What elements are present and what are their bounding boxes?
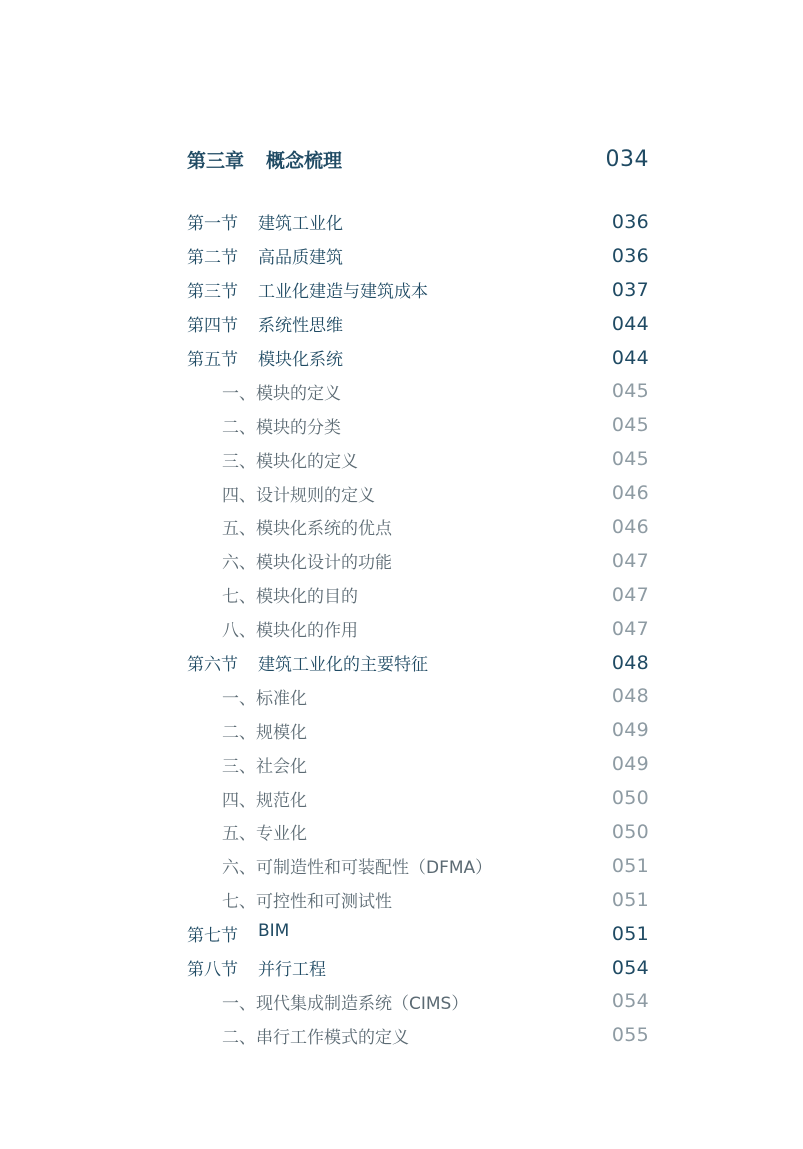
item-title: 七、模块化的目的 xyxy=(222,587,358,608)
toc-item-row[interactable] xyxy=(187,849,649,883)
toc-item-row[interactable] xyxy=(187,578,649,612)
item-title: 六、模块化设计的功能 xyxy=(222,553,392,574)
toc-entry-label xyxy=(187,548,392,573)
toc-entry-label xyxy=(187,311,343,336)
toc-item-row[interactable] xyxy=(187,815,649,849)
section-title: BIM xyxy=(258,921,290,942)
chapter-label xyxy=(187,146,342,173)
item-title: 二、串行工作模式的定义 xyxy=(222,1027,409,1048)
page-number: 045 xyxy=(611,380,649,403)
item-title: 五、模块化系统的优点 xyxy=(222,519,392,540)
toc-item-row[interactable] xyxy=(187,781,649,815)
item-title: 三、社会化 xyxy=(222,756,307,777)
section-number: 第八节 xyxy=(187,960,238,981)
toc-entry-label xyxy=(187,684,307,709)
toc-item-row[interactable] xyxy=(187,442,649,476)
toc-item-row[interactable] xyxy=(187,374,649,408)
page-number: 036 xyxy=(611,210,649,233)
toc-item-row[interactable] xyxy=(187,510,649,544)
toc-section-row[interactable] xyxy=(187,307,649,341)
item-title: 二、模块的分类 xyxy=(222,417,341,438)
section-number: 第三节 xyxy=(187,282,238,303)
item-title: 四、规范化 xyxy=(222,790,307,811)
toc-item-row[interactable] xyxy=(187,679,649,713)
toc-entry-label xyxy=(187,413,341,438)
page-number: 045 xyxy=(611,414,649,437)
toc-section-row[interactable] xyxy=(187,273,649,307)
page-number: 048 xyxy=(611,685,649,708)
chapter-heading[interactable] xyxy=(187,142,649,176)
page-number: 044 xyxy=(611,312,649,335)
page-number: 051 xyxy=(611,888,649,911)
toc-entry-label xyxy=(187,514,392,539)
page-number: 044 xyxy=(611,346,649,369)
toc-entry-label xyxy=(187,921,289,946)
page-number: 054 xyxy=(611,990,649,1013)
section-title: 建筑工业化的主要特征 xyxy=(258,655,428,676)
section-number: 第一节 xyxy=(187,214,238,235)
section-title: 模块化系统 xyxy=(258,350,343,370)
chapter-page: 034 xyxy=(605,146,649,172)
toc-item-row[interactable] xyxy=(187,747,649,781)
toc-entry-label xyxy=(187,786,307,811)
section-number: 第六节 xyxy=(187,655,238,676)
section-title: 并行工程 xyxy=(258,960,326,981)
toc-entry-label xyxy=(187,209,343,234)
toc-item-row[interactable] xyxy=(187,984,649,1018)
toc-item-row[interactable] xyxy=(187,544,649,578)
item-title: 四、设计规则的定义 xyxy=(222,485,375,506)
item-title: 一、标准化 xyxy=(222,688,307,709)
page-number: 051 xyxy=(611,854,649,877)
toc-entry-label xyxy=(187,819,307,844)
toc-entry-label xyxy=(187,989,468,1014)
item-title: 二、规模化 xyxy=(222,722,307,743)
chapter-title: 概念梳理 xyxy=(266,149,343,172)
page-number: 050 xyxy=(611,787,649,810)
page-number: 050 xyxy=(611,820,649,843)
section-title: 系统性思维 xyxy=(258,316,343,337)
toc-item-row[interactable] xyxy=(187,408,649,442)
toc-item-row[interactable] xyxy=(187,612,649,646)
item-title: 一、模块的定义 xyxy=(222,383,341,404)
item-title: 一、现代集成制造系统（CIMS） xyxy=(222,993,469,1014)
section-title: 高品质建筑 xyxy=(258,248,343,269)
section-number: 第四节 xyxy=(187,316,238,337)
page-number: 051 xyxy=(611,922,649,945)
toc-entry-label xyxy=(187,650,428,675)
page-number: 036 xyxy=(611,244,649,267)
chapter-number: 第三章 xyxy=(187,149,245,172)
item-title: 六、可制造性和可装配性（DFMA） xyxy=(222,858,493,879)
toc-section-row[interactable] xyxy=(187,646,649,680)
page-number: 055 xyxy=(611,1024,649,1047)
toc-item-row[interactable] xyxy=(187,1018,649,1052)
toc-section-row[interactable] xyxy=(187,239,649,273)
toc-entry-label xyxy=(187,752,307,777)
page-number: 048 xyxy=(611,651,649,674)
toc-item-row[interactable] xyxy=(187,883,649,917)
toc-entry-label xyxy=(187,447,358,472)
toc-entries xyxy=(187,205,649,1052)
item-title: 七、可控性和可测试性 xyxy=(222,892,392,913)
toc-entry-label xyxy=(187,243,343,268)
section-title: 工业化建造与建筑成本 xyxy=(258,282,428,303)
section-number: 第二节 xyxy=(187,248,238,269)
page-number: 046 xyxy=(611,482,649,505)
toc-entry-label xyxy=(187,853,492,878)
page-number: 047 xyxy=(611,617,649,640)
toc-section-row[interactable] xyxy=(187,951,649,985)
toc-item-row[interactable] xyxy=(187,476,649,510)
toc-entry-label xyxy=(187,718,307,743)
item-title: 八、模块化的作用 xyxy=(222,621,358,642)
page-number: 046 xyxy=(611,515,649,538)
toc-entry-label xyxy=(187,277,428,302)
toc-entry-label xyxy=(187,955,326,980)
page-number: 049 xyxy=(611,753,649,776)
page-number: 045 xyxy=(611,448,649,471)
toc-section-row[interactable] xyxy=(187,917,649,951)
toc-entry-label xyxy=(187,379,341,404)
toc-entry-label xyxy=(187,887,392,912)
toc-entry-label xyxy=(187,582,358,607)
section-title: 建筑工业化 xyxy=(258,214,343,235)
section-number: 第五节 xyxy=(187,350,238,370)
page-number: 047 xyxy=(611,549,649,572)
toc-item-row[interactable] xyxy=(187,713,649,747)
section-number: 第七节 xyxy=(187,926,238,947)
item-title: 三、模块化的定义 xyxy=(222,451,358,472)
toc-entry-label xyxy=(187,1023,409,1048)
toc-section-row[interactable] xyxy=(187,205,649,239)
toc-section-row[interactable] xyxy=(187,341,649,375)
page-number: 047 xyxy=(611,583,649,606)
toc-entry-label xyxy=(187,616,358,641)
page-number: 054 xyxy=(611,956,649,979)
page-number: 037 xyxy=(611,278,649,301)
page-number: 049 xyxy=(611,719,649,742)
toc-entry-label xyxy=(187,345,343,370)
item-title: 五、专业化 xyxy=(222,824,307,845)
toc-entry-label xyxy=(187,481,375,506)
